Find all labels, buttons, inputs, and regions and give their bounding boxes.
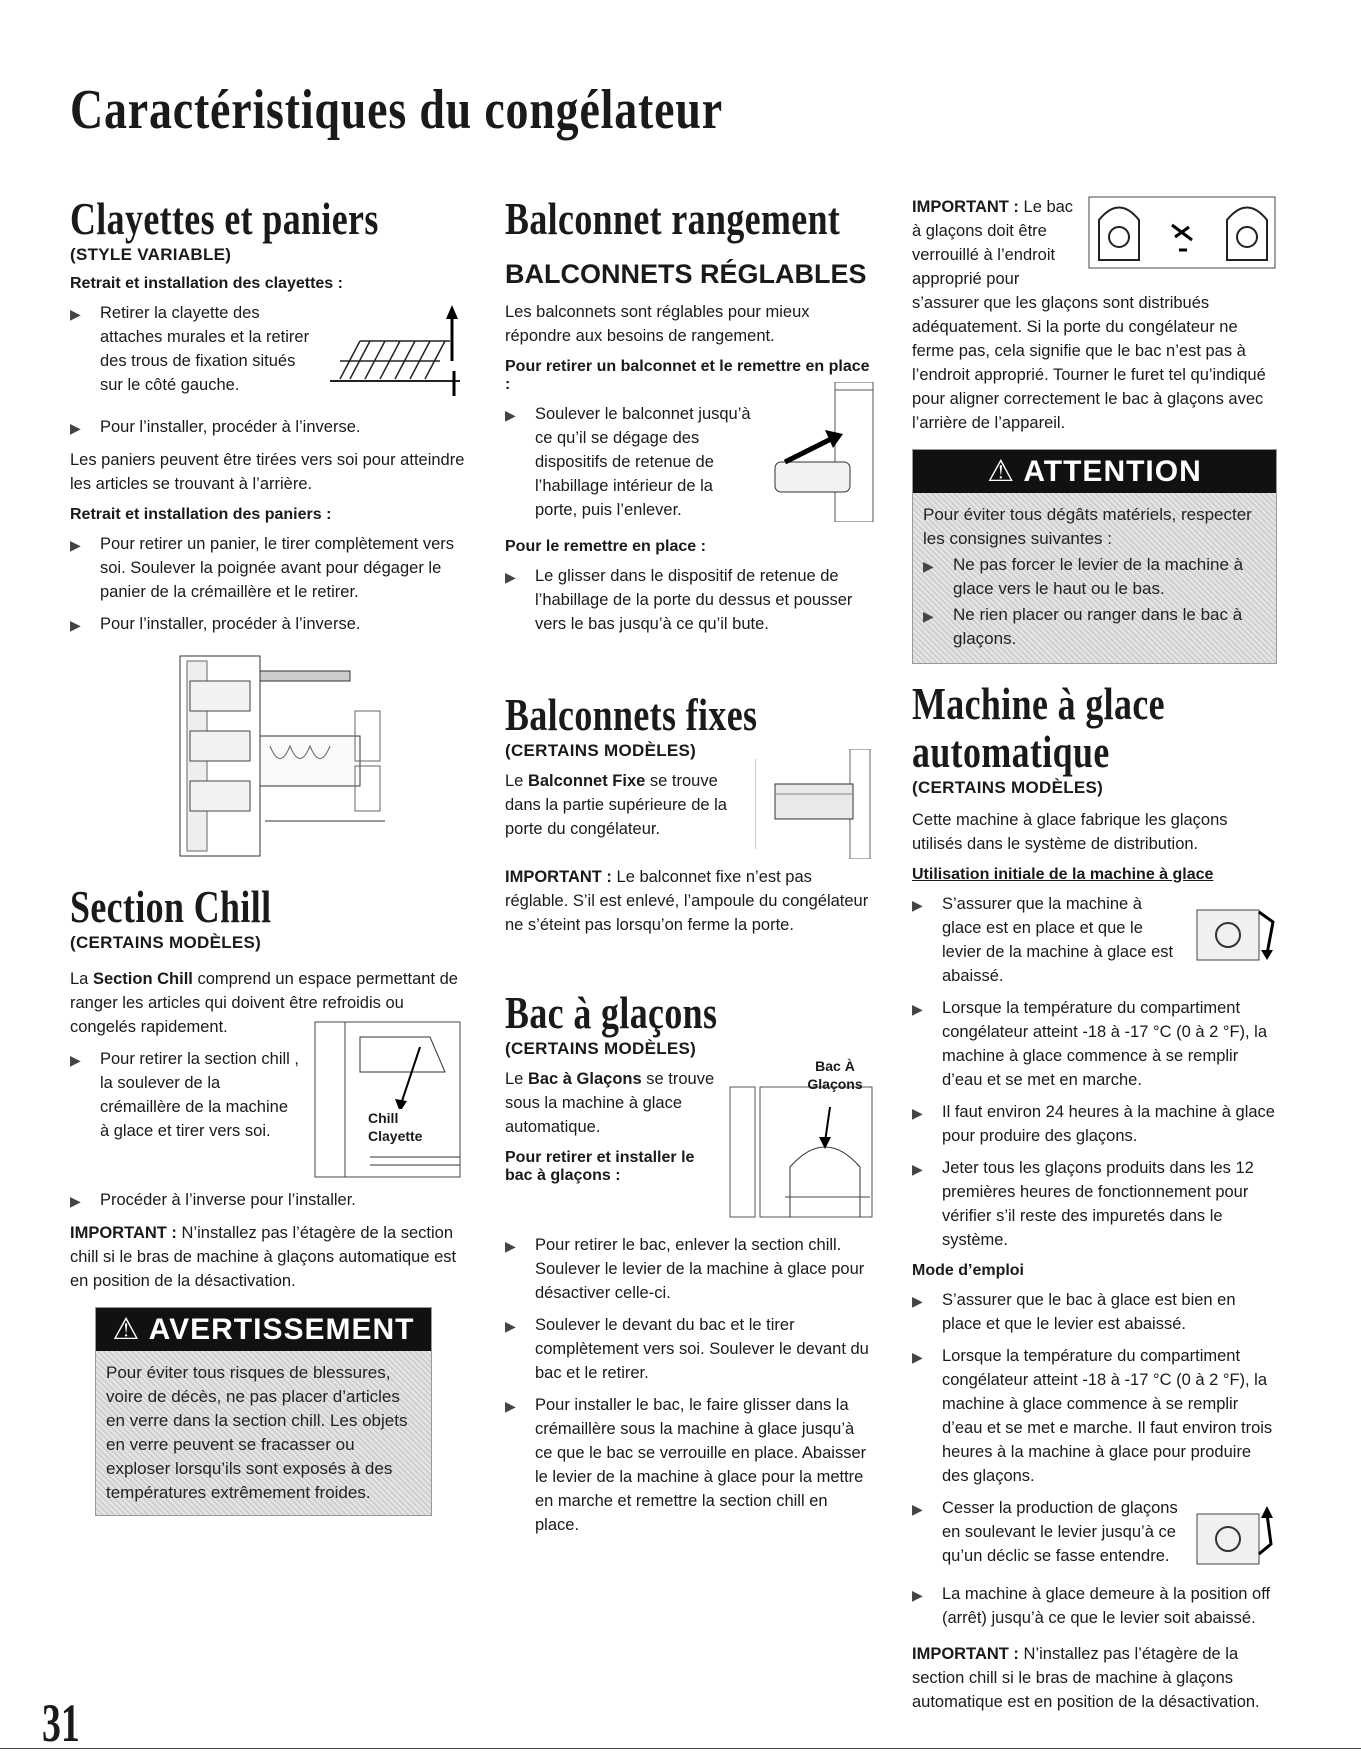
list-item: [70, 1188, 470, 1213]
subheading-models: (CERTAINS MODÈLES): [70, 933, 262, 952]
list-item: [505, 1233, 875, 1305]
subheading-models: (CERTAINS MODÈLES): [505, 1039, 697, 1058]
bullet-icon: ▶: [923, 558, 934, 574]
bullet-text: Pour retirer le bac, enlever la section chill. Soulever le levier de la machine à glace pour désactiver celle-ci.: [535, 1236, 865, 1302]
adjustable-bins-heading: BALCONNETS RÉGLABLES: [505, 259, 867, 289]
column-ice-maker: [912, 195, 1277, 1722]
final-important: IMPORTANT : N’installez pas l’étagère de la section chill si le bras de machine à glaçons automatique est en position de la désactivation.: [912, 1645, 1260, 1711]
warning-triangle-icon: ⚠: [987, 455, 1024, 488]
fixed-bin-text: Le Balconnet Fixe se trouve dans la partie supérieure de la porte du congélateur.: [505, 772, 727, 838]
heading-shelves-baskets: Clayettes et paniers: [70, 193, 379, 244]
column-shelves-baskets: [70, 195, 470, 1516]
bullet-text: Le glisser dans le dispositif de retenue de l’habillage de la porte du dessus et pousser vers le bas jusqu’à ce qu’il bute.: [535, 567, 853, 633]
usage-mode-title: Mode d’emploi: [912, 1262, 1024, 1279]
list-item: [912, 996, 1277, 1092]
bullet-icon: ▶: [912, 1001, 923, 1017]
chill-important: IMPORTANT : N’installez pas l’étagère de la section chill si le bras de machine à glaçons automatique est en position de la désactivation.: [70, 1224, 457, 1290]
list-item: [70, 532, 470, 604]
list-item: [70, 415, 470, 440]
bullet-icon: ▶: [923, 608, 934, 624]
subheading-models: (CERTAINS MODÈLES): [505, 741, 697, 760]
list-item: [505, 564, 875, 636]
bullet-icon: ▶: [70, 420, 81, 436]
adjustable-bins-intro: Les balconnets sont réglables pour mieux répondre aux besoins de rangement.: [505, 303, 810, 345]
list-item: [70, 301, 470, 407]
list-item: [912, 1496, 1277, 1574]
bullet-text: Lorsque la température du compartiment congélateur atteint -18 à -17 °C (0 à 2 °F), la machine à glace commence à se remplir d’eau et se met en marche.: [942, 999, 1268, 1089]
heading-fixed-bins: Balconnets fixes: [505, 689, 758, 740]
bullet-text: Procéder à l’inverse pour l’installer.: [100, 1191, 356, 1209]
bullet-icon: ▶: [912, 1349, 923, 1365]
shelves-title: Retrait et installation des clayettes :: [70, 275, 343, 292]
warning-title: ⚠ AVERTISSEMENT: [96, 1308, 431, 1351]
bullet-icon: ▶: [912, 1293, 923, 1309]
bullet-icon: ▶: [70, 306, 81, 322]
column-door-bins: [505, 195, 875, 1545]
bullet-icon: ▶: [505, 1318, 516, 1334]
bullet-icon: ▶: [505, 1398, 516, 1414]
baskets-illustration: [175, 651, 400, 861]
list-item: [505, 402, 875, 528]
page-number: 31: [42, 1693, 80, 1753]
ice-maker-lever-down-illustration: [1195, 892, 1277, 964]
bullet-text: Pour l’installer, procéder à l’inverse.: [100, 418, 361, 436]
bullet-text: Soulever le balconnet jusqu’à ce qu’il se dégage des dispositifs de retenue de l’habillage intérieur de la porte, puis l’enlever.: [535, 405, 751, 519]
attention-box: [912, 449, 1277, 664]
chill-intro: La Section Chill comprend un espace permettant de ranger les articles qui doivent être refroidis ou congelés rapidement.: [70, 970, 458, 1036]
shelf-illustration: [320, 301, 470, 401]
ice-bin-illustration: [725, 1057, 875, 1227]
heading-ice-maker: Machine à glace: [912, 678, 1165, 729]
list-item: [912, 1288, 1277, 1336]
list-item: [912, 1344, 1277, 1488]
ice-bin-lock-important: IMPORTANT : Le bac à glaçons doit être verrouillé à l’endroit approprié pour s’assurer que les glaçons sont distribués adéquatement. Si la porte du congélateur ne ferme pas, cela signifie que le bac n’est pas à l’endroit approprié. Tourner le furet tel qu’indiqué pour aligner correctement le bac à glaçons avec l’arrière de l’appareil.: [912, 198, 1266, 432]
bullet-icon: ▶: [505, 407, 516, 423]
heading-door-bins: Balconnet rangement: [505, 193, 841, 244]
bullet-icon: ▶: [70, 537, 81, 553]
ice-bin-remove-title: Pour retirer et installer le bac à glaçons :: [505, 1149, 695, 1184]
bullet-icon: ▶: [912, 1501, 923, 1517]
bullet-icon: ▶: [70, 1052, 81, 1068]
replace-bin-title: Pour le remettre en place :: [505, 538, 706, 555]
bottom-rule: [0, 1748, 1361, 1749]
bullet-text: Cesser la production de glaçons en soulevant le levier jusqu’à ce qu’un déclic se fasse entendre.: [942, 1499, 1178, 1565]
attention-intro: Pour éviter tous dégâts matériels, respecter les consignes suivantes :: [923, 505, 1252, 548]
heading-ice-bin: Bac à glaçons: [505, 987, 718, 1038]
ice-bin-text: Le Bac à Glaçons se trouve sous la machine à glace automatique.: [505, 1070, 715, 1136]
list-item: [70, 612, 470, 637]
bullet-text: Pour l’installer, procéder à l’inverse.: [100, 615, 361, 633]
bullet-text: Pour retirer la section chill , la soulever de la crémaillère de la machine à glace et tirer vers soi.: [100, 1050, 299, 1140]
bullet-icon: ▶: [505, 1238, 516, 1254]
ice-bin-figure-label: Bac À Glaçons: [807, 1058, 863, 1092]
warning-text: Pour éviter tous risques de blessures, voire de décès, ne pas placer d’articles en verre dans la section chill. Les objets en verre peuvent se fracasser ou exploser lorsqu’ils sont exposés à des températures extrêmement froides.: [106, 1363, 408, 1502]
baskets-title: Retrait et installation des paniers :: [70, 506, 332, 523]
subheading-models: (CERTAINS MODÈLES): [912, 778, 1104, 797]
chill-figure-label: Chill Clayette: [368, 1109, 438, 1145]
bullet-text: Il faut environ 24 heures à la machine à glace pour produire des glaçons.: [942, 1103, 1275, 1145]
bullet-icon: ▶: [912, 1105, 923, 1121]
ice-maker-lever-up-illustration: [1195, 1496, 1277, 1568]
list-item: [505, 1313, 875, 1385]
bullet-icon: ▶: [912, 1161, 923, 1177]
bullet-text: S’assurer que le bac à glace est bien en place et que le levier est abaissé.: [942, 1291, 1236, 1333]
warning-box: [95, 1307, 432, 1516]
bullet-text: Retirer la clayette des attaches murales et la retirer des trous de fixation situés sur le côté gauche.: [100, 304, 310, 394]
fixed-bin-illustration: [755, 749, 875, 859]
auger-illustration: [1087, 195, 1277, 270]
list-item: [505, 1393, 875, 1537]
attention-title: ⚠ ATTENTION: [913, 450, 1276, 493]
bullet-text: Pour installer le bac, le faire glisser dans la crémaillère sous la machine à glace jusqu’à ce que le bac se verrouille en place. Abaisser le levier de la machine à glace pour la mettre en marche et remettre la section chill en place.: [535, 1396, 867, 1534]
bullet-text: La machine à glace demeure à la position off (arrêt) jusqu’à ce que le levier soit abaissé.: [942, 1585, 1271, 1627]
list-item: [912, 1582, 1277, 1630]
bullet-icon: ▶: [912, 897, 923, 913]
bullet-icon: ▶: [70, 1193, 81, 1209]
list-item: [70, 1047, 300, 1143]
bullet-text: Pour retirer un panier, le tirer complètement vers soi. Soulever la poignée avant pour dégager le panier de la crémaillère et le retirer.: [100, 535, 454, 601]
bullet-text: S’assurer que la machine à glace est en place et que le levier de la machine à glace est abaissé.: [942, 895, 1174, 985]
initial-use-title: Utilisation initiale de la machine à glace: [912, 866, 1214, 883]
fixed-bin-important: IMPORTANT : Le balconnet fixe n’est pas réglable. S’il est enlevé, l’ampoule du congélateur ne s’éteint pas lorsqu’on ferme la porte.: [505, 868, 869, 934]
page-title: Caractéristiques du congélateur: [70, 79, 723, 141]
bullet-text: Lorsque la température du compartiment congélateur atteint -18 à -17 °C (0 à 2 °F), la machine à glace commence à se remplir d’eau et se met e marche. Il faut environ trois heures à la machine à glace pour produire des glaçons.: [942, 1347, 1273, 1485]
bullet-text: Ne pas forcer le levier de la machine à glace vers le haut ou le bas.: [953, 555, 1244, 598]
list-item: [912, 1156, 1277, 1252]
bullet-icon: ▶: [912, 1587, 923, 1603]
bullet-icon: ▶: [70, 617, 81, 633]
heading-chill-section: Section Chill: [70, 881, 272, 932]
heading-ice-maker-line2: automatique: [912, 726, 1110, 777]
chill-illustration: [310, 1017, 470, 1182]
bullet-text: Ne rien placer ou ranger dans le bac à glaçons.: [953, 605, 1243, 648]
baskets-intro: Les paniers peuvent être tirées vers soi pour atteindre les articles se trouvant à l’arrière.: [70, 451, 465, 493]
list-item: [923, 553, 1266, 601]
list-item: [912, 892, 1277, 988]
list-item: [912, 1100, 1277, 1148]
ice-maker-intro: Cette machine à glace fabrique les glaçons utilisés dans le système de distribution.: [912, 811, 1228, 853]
remove-bin-title: Pour retirer un balconnet et le remettre en place :: [505, 358, 870, 393]
bullet-text: Jeter tous les glaçons produits dans les 12 premières heures de fonctionnement pour vérifier s’il reste des impuretés dans le système.: [942, 1159, 1254, 1249]
subheading-style: (STYLE VARIABLE): [70, 245, 232, 264]
list-item: [923, 603, 1266, 651]
warning-triangle-icon: ⚠: [112, 1313, 149, 1346]
door-bin-illustration: [765, 382, 875, 522]
bullet-text: Soulever le devant du bac et le tirer complètement vers soi. Soulever le devant du bac et le retirer.: [535, 1316, 869, 1382]
bullet-icon: ▶: [505, 569, 516, 585]
